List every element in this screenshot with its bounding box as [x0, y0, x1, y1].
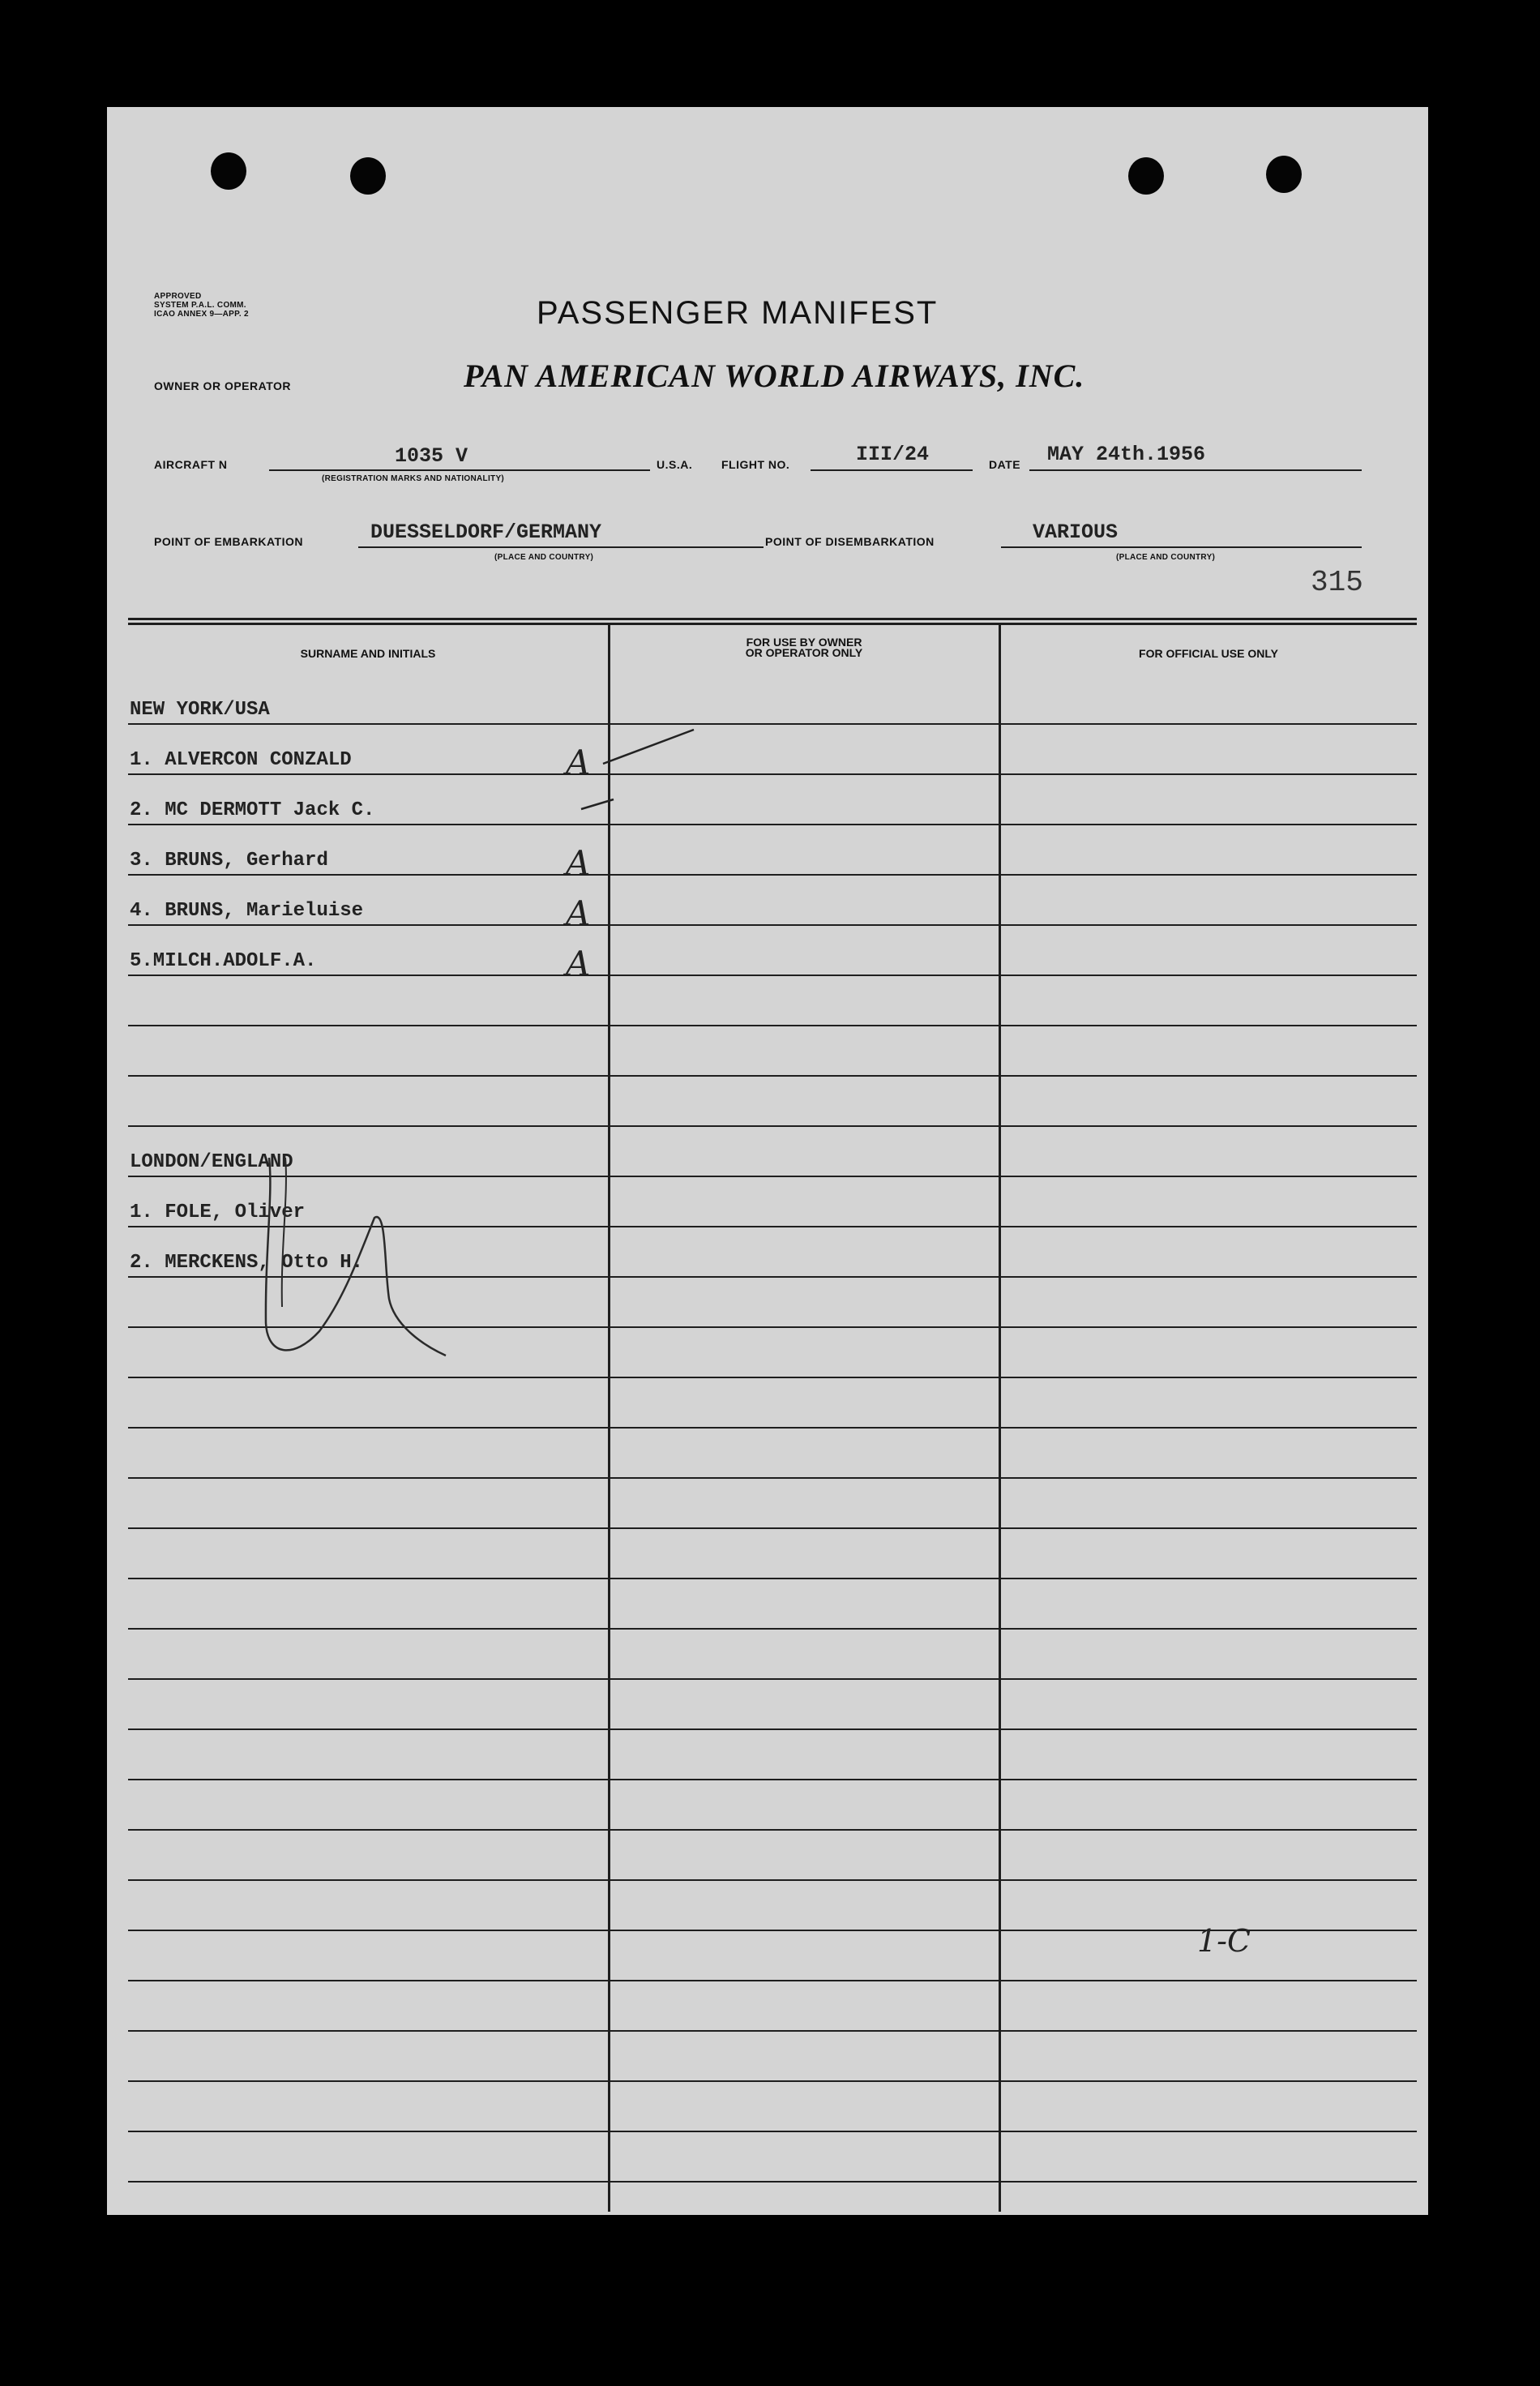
usa-label: U.S.A.	[657, 458, 693, 471]
row-text: 5.MILCH.ADOLF.A.	[130, 950, 317, 972]
row-text: 2. MERCKENS, Otto H.	[130, 1252, 364, 1274]
form-title: PASSENGER MANIFEST	[537, 295, 939, 331]
flight-value: III/24	[856, 443, 930, 466]
owner-label: OWNER OR OPERATOR	[154, 379, 291, 392]
flight-label: FLIGHT NO.	[721, 458, 790, 471]
handwriting-overlay	[107, 107, 1428, 2215]
row-text: 1. FOLE, Oliver	[130, 1202, 306, 1223]
disembark-caption: (PLACE AND COUNTRY)	[1116, 553, 1216, 562]
embark-value: DUESSELDORF/GERMANY	[370, 520, 602, 544]
approval-line: ICAO ANNEX 9—APP. 2	[154, 310, 249, 319]
dash-stroke	[581, 799, 614, 809]
page-number: 315	[1311, 566, 1363, 599]
col-official-header: FOR OFFICIAL USE ONLY	[1139, 647, 1278, 660]
embark-label: POINT OF EMBARKATION	[154, 535, 303, 548]
manifest-form	[107, 107, 1428, 2215]
aircraft-value: 1035 V	[395, 444, 468, 468]
row-text: LONDON/ENGLAND	[130, 1151, 293, 1173]
col-owner-line: OR OPERATOR ONLY	[745, 646, 863, 659]
owner-name: PAN AMERICAN WORLD AIRWAYS, INC.	[464, 358, 1085, 394]
embark-caption: (PLACE AND COUNTRY)	[494, 553, 594, 562]
row-text: 2. MC DERMOTT Jack C.	[130, 799, 375, 821]
row-text: 3. BRUNS, Gerhard	[130, 850, 328, 872]
date-value: MAY 24th.1956	[1047, 443, 1206, 466]
col-owner-line: FOR USE BY OWNER	[746, 636, 862, 649]
row-text: 1. ALVERCON CONZALD	[130, 749, 352, 771]
date-label: DATE	[989, 458, 1021, 471]
disembark-value: VARIOUS	[1033, 520, 1119, 544]
row-text: NEW YORK/USA	[130, 699, 270, 721]
aircraft-caption: (REGISTRATION MARKS AND NATIONALITY)	[322, 474, 505, 483]
disembark-label: POINT OF DISEMBARKATION	[765, 535, 935, 548]
row-text: 4. BRUNS, Marieluise	[130, 900, 364, 922]
row-mark: A	[566, 743, 591, 782]
bracket-stroke	[282, 1158, 286, 1307]
check-mark-stroke	[603, 730, 694, 764]
approval-line: SYSTEM P.A.L. COMM.	[154, 301, 246, 310]
handwritten-note: 1-C	[1197, 1923, 1251, 1959]
aircraft-label: AIRCRAFT N	[154, 458, 228, 471]
bracket-stroke	[266, 1158, 446, 1356]
row-mark: A	[566, 843, 591, 883]
row-mark: A	[566, 944, 591, 983]
approval-line: APPROVED	[154, 292, 202, 301]
row-mark: A	[566, 893, 591, 933]
col-surname-header: SURNAME AND INITIALS	[300, 647, 436, 660]
